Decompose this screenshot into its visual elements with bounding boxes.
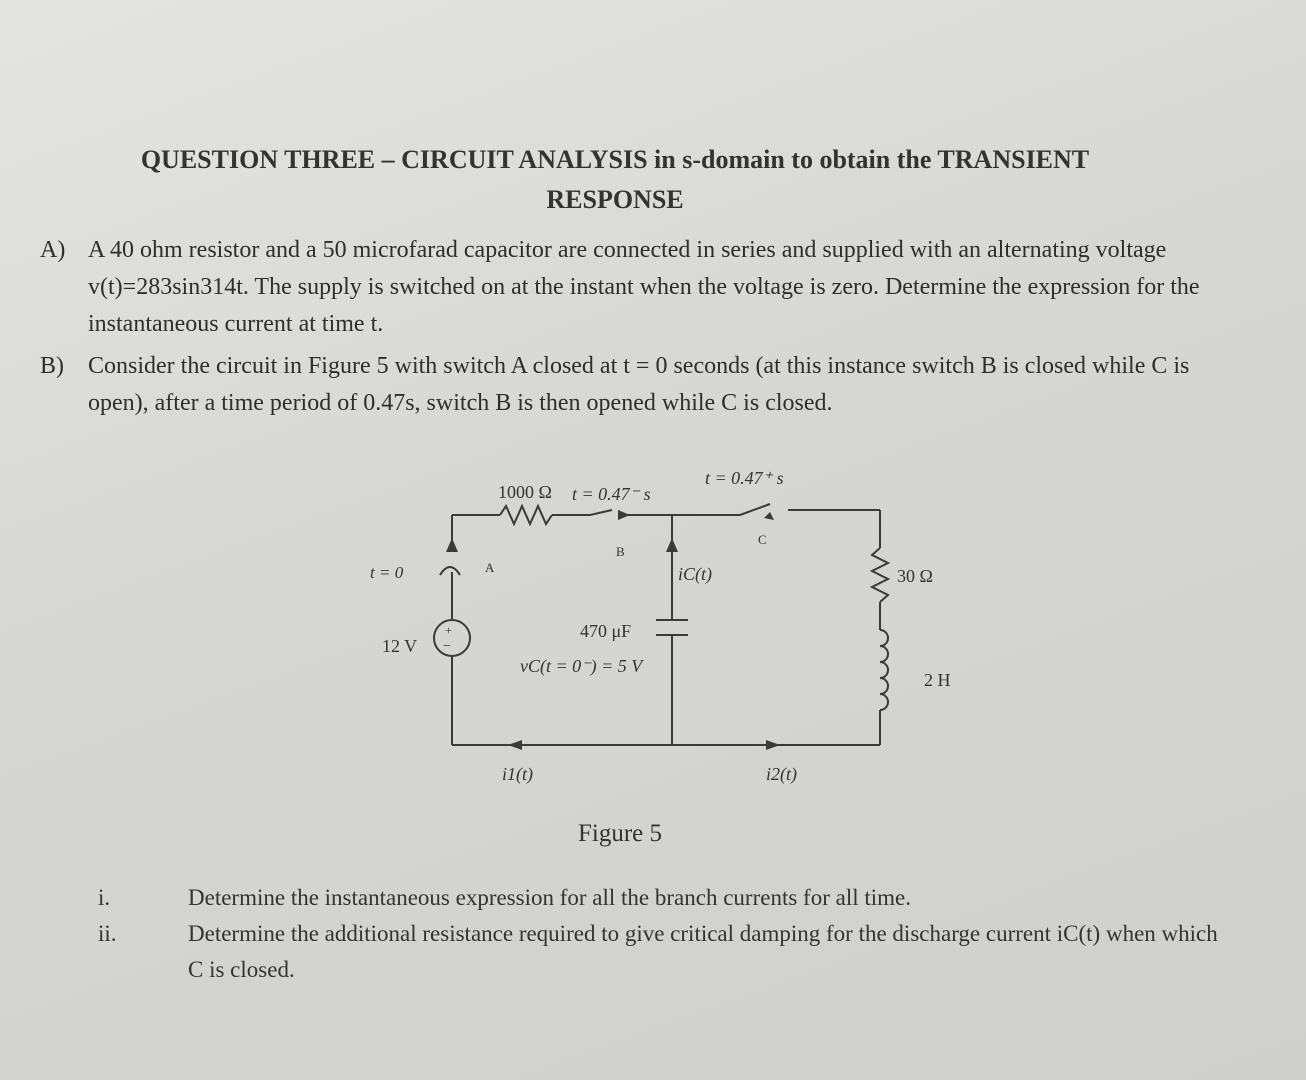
part-a-label: A) xyxy=(40,237,66,263)
label-source: 12 V xyxy=(382,636,418,656)
question-title xyxy=(60,140,1170,220)
label-i1: i1(t) xyxy=(502,764,533,784)
part-b-text: Consider the circuit in Figure 5 with switch A closed at t = 0 seconds (at this instance switch B is closed while C is open), after a time period of 0.47s, switch B is then opened while C is closed. xyxy=(88,353,1190,416)
voltage-source-symbol xyxy=(434,620,470,656)
svg-text:−: − xyxy=(443,639,451,654)
label-capacitor: 470 μF xyxy=(580,621,632,641)
subquestion-ii-number: ii. xyxy=(98,921,117,946)
title-line-1: QUESTION THREE – CIRCUIT ANALYSIS in s-domain to obtain the TRANSIENT xyxy=(140,145,1090,174)
part-a xyxy=(40,232,1220,343)
label-r30: 30 Ω xyxy=(897,566,933,586)
label-c: C xyxy=(758,532,767,547)
part-a-text: A 40 ohm resistor and a 50 microfarad capacitor are connected in series and supplied with an alternating voltage v(t)=283sin314t. The supply is switched on at the instant when the voltage is zero. Determine the expression for the instantaneous current at time t. xyxy=(88,237,1200,337)
label-b: B xyxy=(616,544,625,559)
subquestion-i-number: i. xyxy=(98,885,111,910)
resistor-1000-symbol xyxy=(500,506,552,524)
resistor-30-symbol xyxy=(872,548,888,602)
subquestion-i-text: Determine the instantaneous expression for all the branch currents for all time. xyxy=(188,885,911,910)
label-switch-c-time: t = 0.47⁺ s xyxy=(705,468,784,488)
label-a: A xyxy=(485,560,495,575)
subquestion-ii-text: Determine the additional resistance required to give critical damping for the discharge current iC(t) when which C is closed. xyxy=(188,921,1218,982)
subquestion-i xyxy=(98,880,1238,916)
source-plus-sign: + xyxy=(445,623,452,637)
part-b xyxy=(40,348,1220,422)
label-i2: i2(t) xyxy=(766,764,797,784)
label-switch-b-time: t = 0.47⁻ s xyxy=(572,484,651,504)
capacitor-symbol xyxy=(656,620,688,635)
label-l2: 2 H xyxy=(924,670,951,690)
part-b-label: B) xyxy=(40,353,64,379)
title-line-2: RESPONSE xyxy=(546,185,684,214)
subquestion-ii xyxy=(98,916,1238,988)
figure-caption: Figure 5 xyxy=(578,820,663,847)
label-switch-a-time: t = 0 xyxy=(370,563,404,582)
circuit-diagram xyxy=(340,460,980,800)
inductor-symbol xyxy=(880,630,888,710)
label-ic: iC(t) xyxy=(678,564,712,584)
label-vc-initial: vC(t = 0⁻) = 5 V xyxy=(520,656,643,676)
label-r1000: 1000 Ω xyxy=(498,482,552,502)
